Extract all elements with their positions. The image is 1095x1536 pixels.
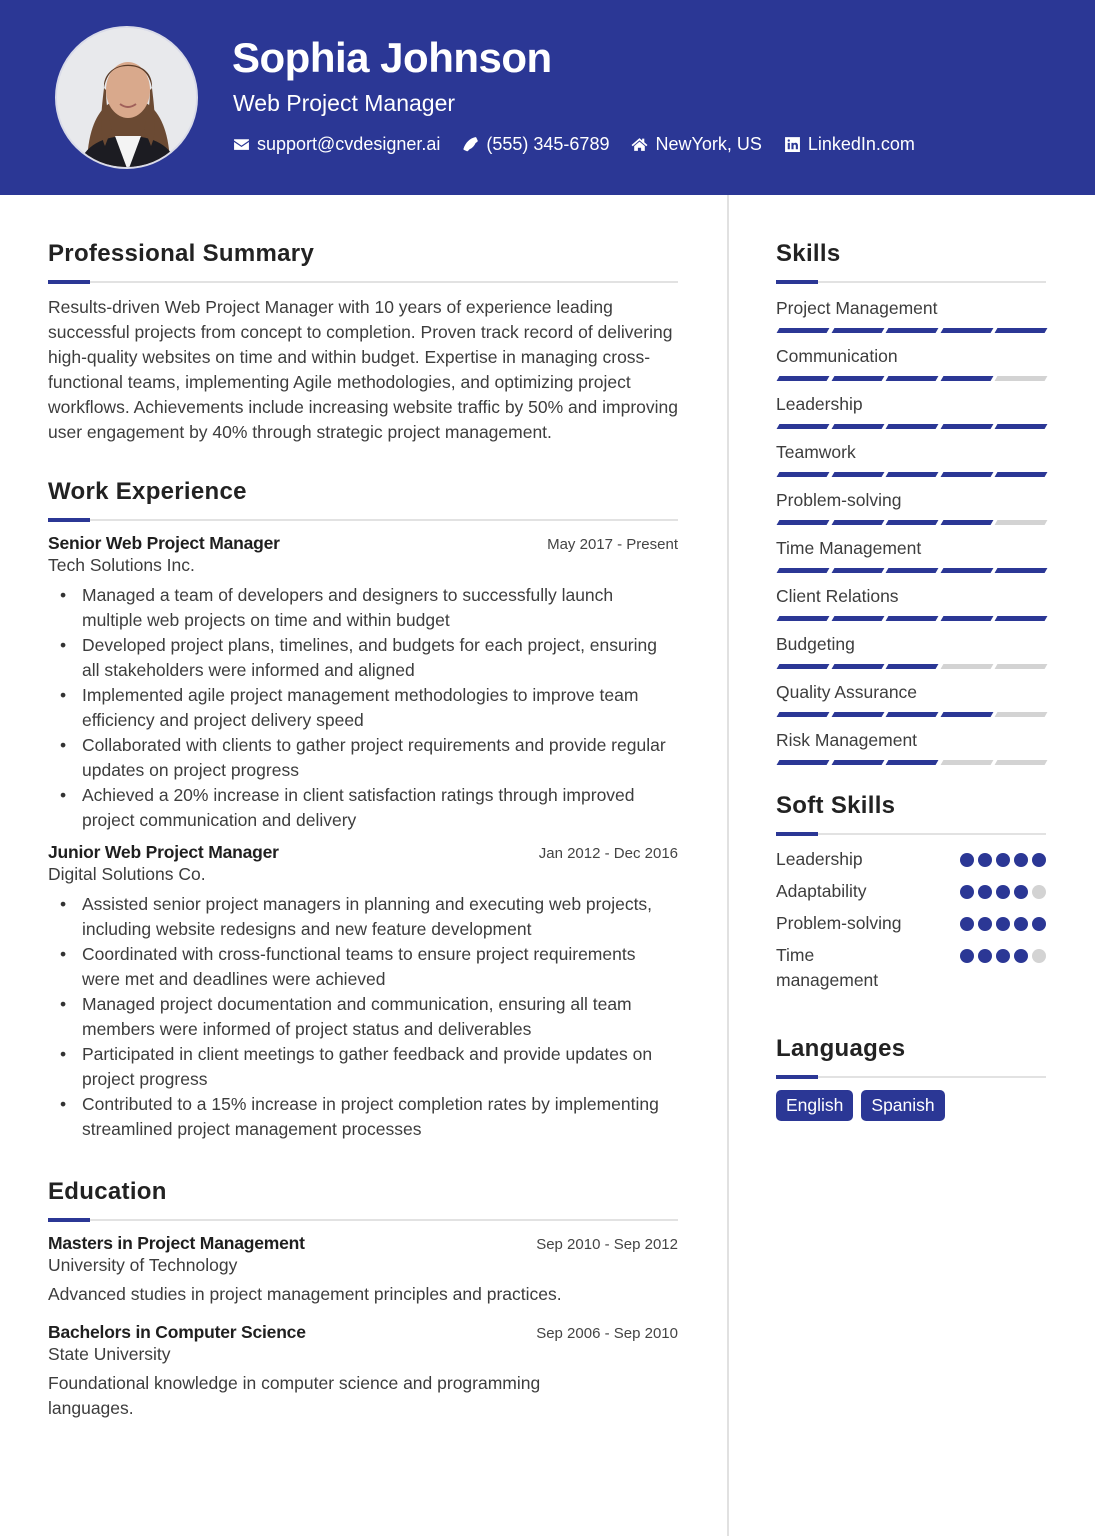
skill-level-segment [886,664,938,669]
soft-skill-rating [960,917,1046,931]
language-tag: English [776,1090,853,1121]
skill-level-segment [886,712,938,717]
bullet-item: • Contributed to a 15% increase in project completion rates by implementing streamlined project management processes [82,1092,678,1142]
education-description: Advanced studies in project management principles and practices. [48,1284,562,1304]
skill-item [776,631,1046,670]
summary-text: Results-driven Web Project Manager with 10 years of experience leading successful projects from concept to completion. Proven track record of delivering high-quality websites on time and within budget. Expertise in managing cross-functional teams, implementing Agile methodologies, and optimizing project workflows. Achievements include increasing website traffic by 50% and improving user engagement by 40% through strategic project management. [48,297,678,442]
skill-level-segment [940,520,992,525]
job-bullets [82,892,678,1142]
skill-level-segment [777,424,829,429]
rating-dot [960,917,974,931]
rating-dot [1032,917,1046,931]
bullet-item: • Developed project plans, timelines, and budgets for each project, ensuring all stakeholders were informed and aligned [82,633,678,683]
skill-level-segment [777,616,829,621]
skill-item [776,583,1046,622]
candidate-role: Web Project Manager [233,90,456,116]
section-title: Skills [776,240,841,267]
school-name: University of Technology [48,1255,238,1275]
skill-level-bar [776,568,1046,574]
languages-section [776,1035,1046,1121]
summary-section [48,240,678,445]
section-title: Languages [776,1035,906,1062]
main-column [48,240,678,1421]
skill-level-bar [776,712,1046,718]
soft-skills-section [776,792,1046,993]
skill-name: Quality Assurance [776,682,918,702]
skill-level-segment [831,760,883,765]
linkedin-icon [784,136,801,153]
rating-dot [1014,917,1028,931]
skill-item [776,487,1046,526]
skill-name: Teamwork [776,442,856,462]
skill-level-segment [831,616,883,621]
skill-level-segment [831,712,883,717]
rating-dot [960,949,974,963]
rating-dot [996,949,1010,963]
linkedin-text: LinkedIn.com [807,134,915,154]
bullet-item: • Collaborated with clients to gather project requirements and provide regular updates on project progress [82,733,678,783]
skill-level-segment [940,568,992,573]
rating-dot [1032,949,1046,963]
job-entry [48,533,678,833]
skill-level-segment [831,424,883,429]
skill-level-segment [995,472,1047,477]
skill-level-segment [940,664,992,669]
bullet-item: • Achieved a 20% increase in client satisfaction ratings through improved project communication and delivery [82,783,678,833]
soft-skill-name: Adaptability [776,881,867,901]
rating-dot [1032,885,1046,899]
skill-level-segment [995,328,1047,333]
soft-skill-item [776,911,1046,936]
location-text: NewYork, US [655,134,762,154]
skills-list [776,295,1046,766]
skill-level-segment [995,712,1047,717]
skill-level-segment [831,568,883,573]
skill-level-bar [776,472,1046,478]
job-entry [48,842,678,1142]
skill-level-segment [831,328,883,333]
soft-skills-list [776,847,1046,993]
section-title: Professional Summary [48,240,315,267]
skills-section [776,240,1046,766]
skill-name: Budgeting [776,634,855,654]
skill-level-segment [886,616,938,621]
rating-dot [1014,885,1028,899]
contact-list [233,134,915,155]
skill-level-segment [995,376,1047,381]
skill-level-bar [776,376,1046,382]
bullet-item: • Participated in client meetings to gather feedback and provide updates on project progress [82,1042,678,1092]
envelope-icon [233,136,250,153]
skill-level-segment [777,472,829,477]
soft-skill-item [776,879,1046,904]
section-rule [776,281,1046,283]
degree-title: Masters in Project Management [48,1233,305,1253]
soft-skill-rating [960,949,1046,963]
section-rule [776,833,1046,835]
skill-level-segment [995,568,1047,573]
skill-level-segment [777,760,829,765]
skill-item [776,535,1046,574]
skill-level-segment [940,712,992,717]
candidate-name: Sophia Johnson [232,34,552,81]
rating-dot [1032,853,1046,867]
job-company: Tech Solutions Inc. [48,555,195,575]
bullet-item: • Implemented agile project management methodologies to improve team efficiency and project delivery speed [82,683,678,733]
contact-location [631,134,761,155]
soft-skill-rating [960,853,1046,867]
skill-name: Project Management [776,298,938,318]
job-date: Jan 2012 - Dec 2016 [538,845,678,862]
resume-header [0,0,1095,195]
skill-name: Time Management [776,538,922,558]
skill-level-segment [777,376,829,381]
skill-level-segment [777,712,829,717]
section-rule [48,519,678,521]
rating-dot [978,885,992,899]
skill-level-segment [995,424,1047,429]
education-date: Sep 2010 - Sep 2012 [536,1236,678,1253]
skill-level-segment [886,424,938,429]
skill-level-segment [940,472,992,477]
bullet-item: • Managed project documentation and communication, ensuring all team members were informed of project status and deliverables [82,992,678,1042]
skill-level-segment [831,376,883,381]
bullet-item: • Coordinated with cross-functional teams to ensure project requirements were met and deadlines were achieved [82,942,678,992]
skill-level-bar [776,616,1046,622]
rating-dot [978,949,992,963]
skill-name: Problem-solving [776,490,902,510]
contact-phone[interactable] [462,134,609,155]
skill-level-segment [777,328,829,333]
education-date: Sep 2006 - Sep 2010 [536,1325,678,1342]
skill-item [776,679,1046,718]
job-title: Senior Web Project Manager [48,533,280,553]
profile-photo [55,26,198,169]
skill-level-segment [940,760,992,765]
skill-level-segment [995,760,1047,765]
skill-item [776,343,1046,382]
education-entry [48,1322,678,1421]
rating-dot [978,853,992,867]
section-rule [48,1219,678,1221]
skill-name: Risk Management [776,730,918,750]
skill-level-segment [940,616,992,621]
contact-linkedin[interactable] [784,134,915,155]
experience-section [48,478,678,1142]
bullet-item: • Assisted senior project managers in planning and executing web projects, including website redesigns and new feature development [82,892,678,942]
soft-skill-name: Leadership [776,849,863,869]
education-description: Foundational knowledge in computer science and programming languages. [48,1373,541,1418]
home-icon [631,136,648,153]
skill-level-segment [831,472,883,477]
skill-item [776,439,1046,478]
skill-level-bar [776,328,1046,334]
skill-level-segment [886,520,938,525]
section-title: Education [48,1178,167,1205]
skill-item [776,727,1046,766]
rating-dot [960,885,974,899]
skill-level-segment [995,616,1047,621]
skill-level-segment [886,328,938,333]
education-section [48,1178,678,1421]
skill-level-segment [940,376,992,381]
rating-dot [996,917,1010,931]
rating-dot [1014,853,1028,867]
email-text: support@cvdesigner.ai [257,134,441,154]
soft-skill-item [776,847,1046,872]
skill-level-bar [776,424,1046,430]
skill-level-segment [777,520,829,525]
section-rule [48,281,678,283]
skill-level-segment [777,568,829,573]
phone-icon [462,136,479,153]
skill-level-segment [831,664,883,669]
section-title: Soft Skills [776,792,896,819]
contact-email[interactable] [233,134,440,155]
job-title: Junior Web Project Manager [48,842,279,862]
skill-level-segment [995,664,1047,669]
languages-list [776,1090,1046,1121]
language-tag: Spanish [861,1090,944,1121]
rating-dot [978,917,992,931]
bullet-item: • Managed a team of developers and designers to successfully launch multiple web projects on time and within budget [82,583,678,633]
skill-level-segment [777,664,829,669]
job-company: Digital Solutions Co. [48,864,206,884]
skill-level-bar [776,664,1046,670]
school-name: State University [48,1344,171,1364]
rating-dot [960,853,974,867]
degree-title: Bachelors in Computer Science [48,1322,306,1342]
skill-level-segment [886,568,938,573]
rating-dot [1014,949,1028,963]
skill-item [776,391,1046,430]
sidebar-column [776,240,1046,1121]
skill-level-segment [886,376,938,381]
soft-skill-name: Problem-solving [776,913,902,933]
phone-text: (555) 345-6789 [486,134,610,154]
skill-level-segment [940,424,992,429]
skill-level-segment [995,520,1047,525]
soft-skill-rating [960,885,1046,899]
skill-level-bar [776,760,1046,766]
skill-level-segment [886,760,938,765]
skill-level-segment [886,472,938,477]
rating-dot [996,885,1010,899]
section-title: Work Experience [48,478,247,505]
skill-level-segment [940,328,992,333]
rating-dot [996,853,1010,867]
skill-item [776,295,1046,334]
skill-name: Communication [776,346,898,366]
skill-name: Client Relations [776,586,899,606]
skill-name: Leadership [776,394,863,414]
portrait-image [57,28,198,169]
job-date: May 2017 - Present [547,536,678,553]
soft-skill-name: Time management [776,945,879,990]
skill-level-segment [831,520,883,525]
skill-level-bar [776,520,1046,526]
soft-skill-item [776,943,1046,993]
job-bullets [82,583,678,833]
column-divider [727,195,729,1536]
education-entry [48,1233,678,1307]
section-rule [776,1076,1046,1078]
